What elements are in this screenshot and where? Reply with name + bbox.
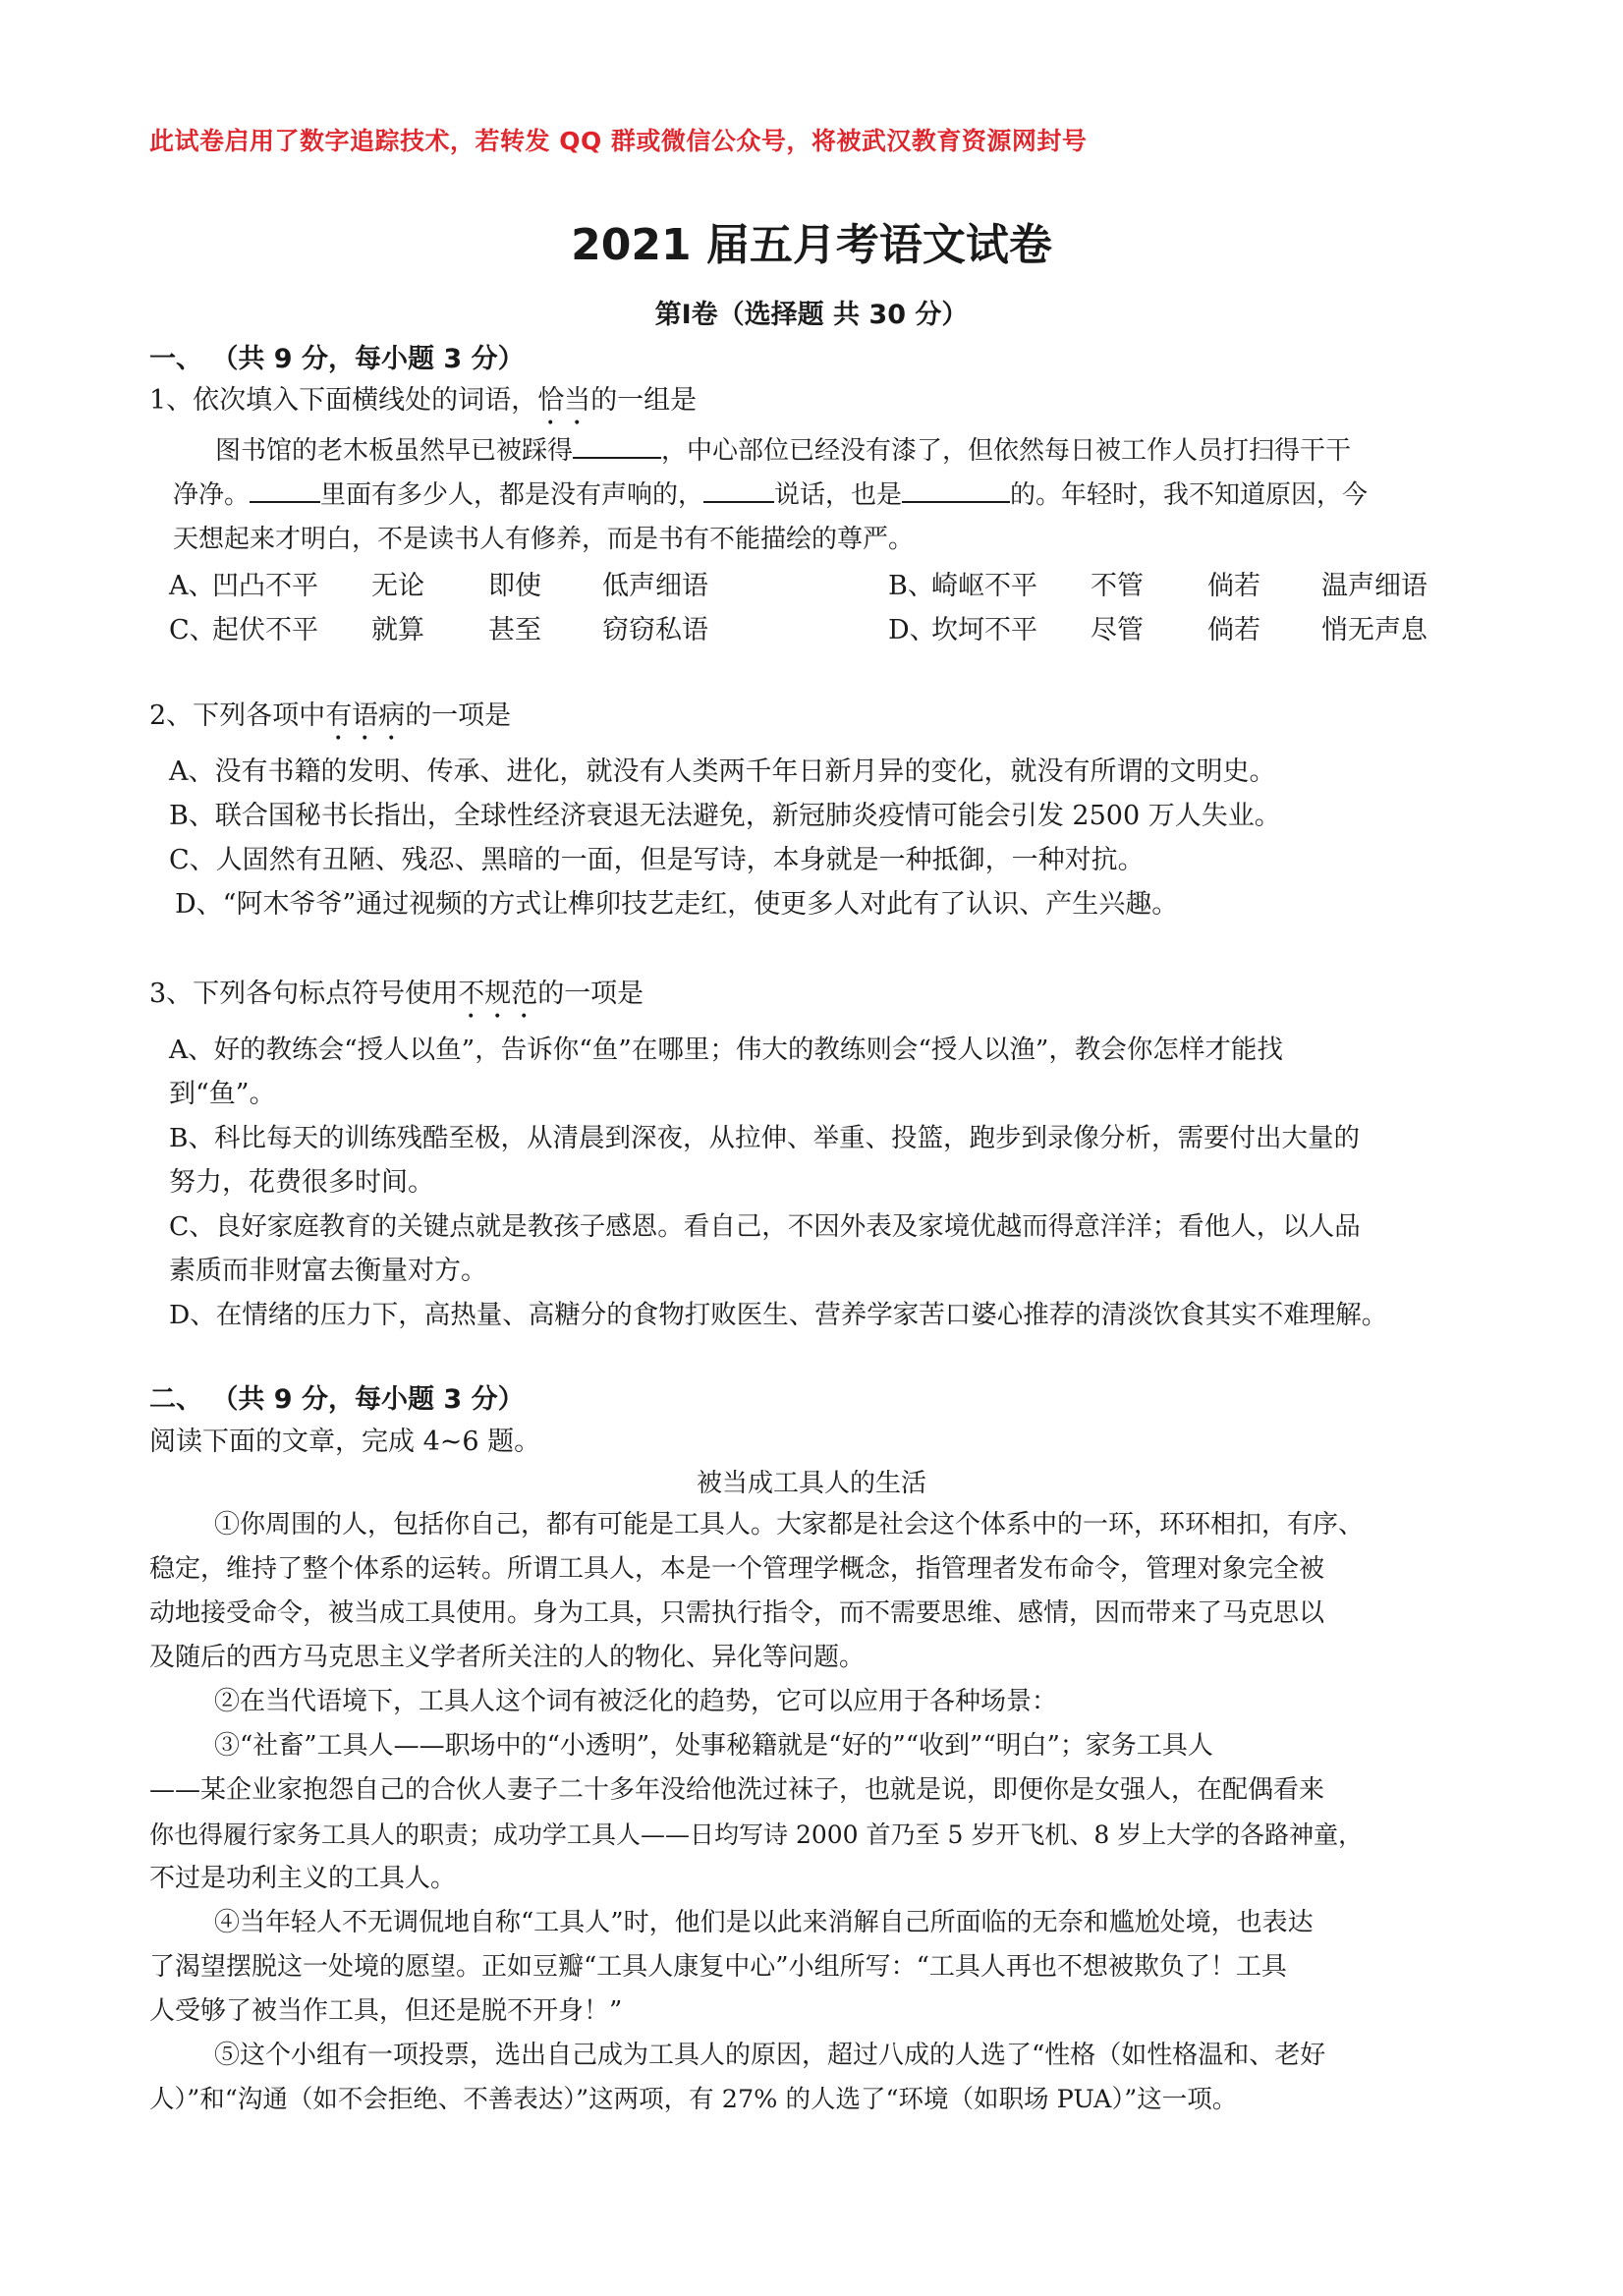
part-subtitle: 第Ⅰ卷（选择题 共 30 分） bbox=[654, 300, 969, 330]
q3-option-c-line1: C、良好家庭教育的关键点就是教孩子感恩。看自己，不因外表及家境优越而得意洋洋；看他人，以人品 bbox=[169, 1211, 1361, 1242]
q2-option-b: B、联合国秘书长指出，全球性经济衰退无法避免，新冠肺炎疫情可能会引发 2500 万人失业。 bbox=[169, 801, 1281, 831]
article-para-1-line1: ①你周围的人，包括你自己，都有可能是工具人。大家都是社会这个体系中的一环，环环相扣，有序、 bbox=[214, 1510, 1365, 1540]
q3-option-b-line1: B、科比每天的训练残酷至极，从清晨到深夜，从拉伸、举重、投篮，跑步到录像分析，需要付出大量的 bbox=[169, 1123, 1360, 1153]
page-title: 2021 届五月考语文试卷 bbox=[571, 220, 1052, 270]
blank-3 bbox=[703, 479, 774, 503]
q2-option-a: A、没有书籍的发明、传承、进化，就没有人类两千年日新月异的变化，就没有所谓的文明史。 bbox=[169, 756, 1276, 787]
q3-option-c-line2: 素质而非财富去衡量对方。 bbox=[169, 1256, 487, 1286]
blank-1 bbox=[573, 435, 661, 459]
q1-option-b: B、 崎岖不平 不管 倘若 温声细语 bbox=[888, 571, 1427, 601]
article-para-3-line1: ③“社畜”工具人——职场中的“小透明”，处事秘籍就是“好的”“收到”“明白”；家务工具人 bbox=[214, 1731, 1213, 1761]
article-para-1-line4: 及随后的西方马克思主义学者所关注的人的物化、异化等问题。 bbox=[149, 1643, 866, 1672]
article-para-4-line1: ④当年轻人不无调侃地自称“工具人”时，他们是以此来消解自己所面临的无奈和尴尬处境，也表达 bbox=[214, 1908, 1314, 1937]
question-1-passage-line1: 图书馆的老木板虽然早已被踩得 ，中心部位已经没有漆了，但依然每日被工作人员打扫得干干 bbox=[215, 436, 1352, 466]
q1-option-c: C、 起伏不平 就算 甚至 窃窃私语 bbox=[169, 615, 708, 645]
article-para-5-line2: 人）”和“沟通（如不会拒绝、不善表达）”这两项，有 27% 的人选了“环境（如职场 PUA）”这一项。 bbox=[149, 2085, 1238, 2114]
q3-option-d-line1: D、在情绪的压力下，高热量、高糖分的食物打败医生、营养学家苦口婆心推荐的清淡饮食其实不难理解。 bbox=[169, 1300, 1388, 1330]
emphasis-dots: 不规范 bbox=[458, 979, 538, 1009]
section-1-heading: 一、 （共 9 分，每小题 3 分） bbox=[149, 344, 525, 374]
question-1-stem: 1、依次填入下面横线处的词语，恰当的一组是 bbox=[149, 385, 698, 416]
question-1-passage-line2: 净净。 里面有多少人，都是没有声响的， 说话，也是 的。年轻时，我不知道原因，今 bbox=[173, 480, 1369, 510]
q2-option-d: D、“阿木爷爷”通过视频的方式让榫卯技艺走红，使更多人对此有了认识、产生兴趣。 bbox=[175, 889, 1179, 920]
emphasis-dots: 有语病 bbox=[325, 700, 406, 731]
article-para-1-line3: 动地接受命令，被当成工具使用。身为工具，只需执行指令，而不需要思维、感情，因而带来了马克思以 bbox=[149, 1598, 1325, 1628]
question-1-passage-line3: 天想起来才明白，不是读书人有修养，而是书有不能描绘的尊严。 bbox=[173, 525, 915, 554]
q1-option-d: D、 坎坷不平 尽管 倘若 悄无声息 bbox=[888, 615, 1427, 645]
q3-option-b-line2: 努力，花费很多时间。 bbox=[169, 1167, 434, 1198]
article-para-1-line2: 稳定，维持了整个体系的运转。所谓工具人，本是一个管理学概念，指管理者发布命令，管理对象完全被 bbox=[149, 1554, 1325, 1584]
article-para-3-line3: 你也得履行家务工具人的职责；成功学工具人——日均写诗 2000 首乃至 5 岁开飞机、8 岁上大学的各路神童， bbox=[149, 1820, 1364, 1849]
blank-2 bbox=[250, 479, 320, 503]
q3-option-a-line2: 到“鱼”。 bbox=[169, 1079, 276, 1109]
article-para-3-line4: 不过是功利主义的工具人。 bbox=[149, 1864, 457, 1893]
q3-option-a-line1: A、好的教练会“授人以鱼”，告诉你“鱼”在哪里；伟大的教练则会“授人以渔”，教会你怎样才能找 bbox=[169, 1035, 1283, 1065]
emphasis-dots: 恰当 bbox=[537, 385, 591, 416]
q1-option-a: A、 凹凸不平 无论 即使 低声细语 bbox=[169, 571, 708, 601]
question-3-stem: 3、下列各句标点符号使用不规范的一项是 bbox=[149, 979, 644, 1009]
q2-option-c: C、人固然有丑陋、残忍、黑暗的一面，但是写诗，本身就是一种抵御，一种对抗。 bbox=[169, 845, 1145, 875]
article-para-4-line3: 人受够了被当作工具，但还是脱不开身！” bbox=[149, 1996, 623, 2026]
article-title: 被当成工具人的生活 bbox=[696, 1469, 926, 1498]
question-2-stem: 2、下列各项中有语病的一项是 bbox=[149, 700, 512, 731]
blank-4 bbox=[902, 479, 1010, 503]
watermark-notice: 此试卷启用了数字追踪技术，若转发 QQ 群或微信公众号，将被武汉教育资源网封号 bbox=[149, 127, 1088, 155]
article-para-2-line1: ②在当代语境下，工具人这个词有被泛化的趋势，它可以应用于各种场景： bbox=[214, 1687, 1058, 1716]
article-para-5-line1: ⑤这个小组有一项投票，选出自己成为工具人的原因，超过八成的人选了“性格（如性格温和、老好 bbox=[214, 2041, 1326, 2070]
article-para-3-line2: ——某企业家抱怨自己的合伙人妻子二十多年没给他洗过袜子，也就是说，即便你是女强人，在配偶看来 bbox=[149, 1775, 1325, 1805]
section-2-instruction: 阅读下面的文章，完成 4~6 题。 bbox=[149, 1427, 541, 1457]
section-2-heading: 二、 （共 9 分，每小题 3 分） bbox=[149, 1384, 525, 1415]
article-para-4-line2: 了渴望摆脱这一处境的愿望。正如豆瓣“工具人康复中心”小组所写：“工具人再也不想被欺负了！工具 bbox=[149, 1952, 1287, 1982]
